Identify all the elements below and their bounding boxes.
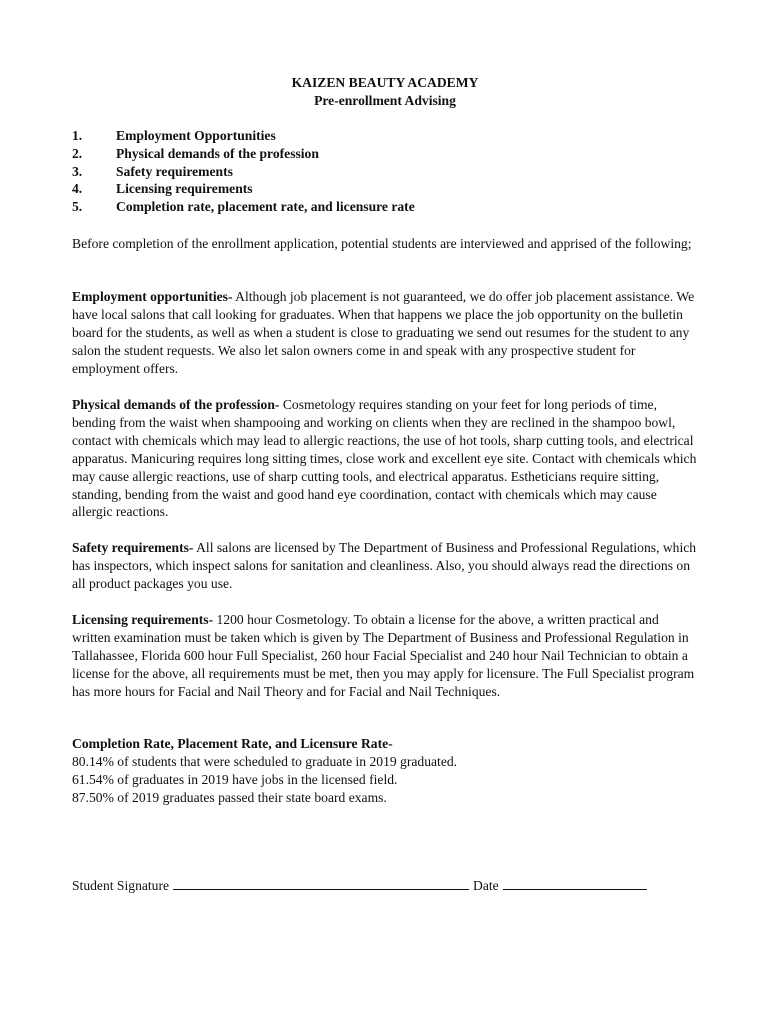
topic-label: Physical demands of the profession xyxy=(116,145,319,161)
topics-list xyxy=(72,127,415,216)
signature-label: Student Signature xyxy=(72,878,170,893)
topic-label: Employment Opportunities xyxy=(116,128,276,143)
safety-section xyxy=(72,539,700,593)
signature-block xyxy=(72,877,700,895)
topic-label: Safety requirements xyxy=(116,163,233,179)
topic-label: Licensing requirements xyxy=(116,181,253,197)
completion-section xyxy=(72,735,700,807)
document-subtitle: Pre-enrollment Advising xyxy=(314,93,456,108)
completion-stat: 80.14% of students that were scheduled to graduate in 2019 graduated. xyxy=(72,753,458,769)
physical-demands-heading: Physical demands of the profession- xyxy=(72,397,280,412)
topic-label: Completion rate, placement rate, and licensure rate xyxy=(116,199,415,215)
licensure-stat: 87.50% of 2019 graduates passed their state board exams. xyxy=(72,789,387,805)
topic-number: 3. xyxy=(72,163,83,179)
placement-stat: 61.54% of graduates in 2019 have jobs in the licensed field. xyxy=(72,771,398,787)
academy-title: KAIZEN BEAUTY ACADEMY xyxy=(291,75,479,90)
licensing-heading: Licensing requirements- xyxy=(72,612,214,627)
topic-number: 1. xyxy=(72,128,83,143)
document-header xyxy=(0,74,770,110)
topic-item xyxy=(72,163,415,181)
date-label: Date xyxy=(473,878,499,893)
topic-item xyxy=(72,180,415,198)
topic-number: 2. xyxy=(72,145,83,161)
topic-item xyxy=(72,127,415,145)
intro-paragraph: Before completion of the enrollment application, potential students are interviewed and apprised of the following; xyxy=(72,236,692,251)
topic-number: 5. xyxy=(72,199,83,215)
physical-demands-section xyxy=(72,396,700,521)
physical-demands-body: Cosmetology requires standing on your feet for long periods of time, bending from the waist when shampooing and working on clients when they are reclined in the shampoo bowl, contact with chemicals which may lead to allergic reactions, the use of hot tools, sharp cutting tools, and electrical apparatus. Manicuring requires long sitting times, close work and excellent eye site. Contact with chemicals which may cause allergic reactions, use of sharp cutting tools, and electrical apparatus. Estheticians require sitting, standing, bending from the waist and good hand eye coordination, contact with chemicals which may cause allergic reactions. xyxy=(72,397,697,520)
licensing-section xyxy=(72,611,700,701)
safety-body: All salons are licensed by The Department of Business and Professional Regulations, which has inspectors, which inspect salons for sanitation and cleanliness. Also, you should always read the directions on all product packages you use. xyxy=(72,540,697,591)
safety-heading: Safety requirements- xyxy=(72,540,194,555)
completion-heading: Completion Rate, Placement Rate, and Licensure Rate- xyxy=(72,736,393,751)
signature-line[interactable] xyxy=(173,877,469,890)
licensing-body: 1200 hour Cosmetology. To obtain a license for the above, a written practical and written examination must be taken which is given by The Department of Business and Professional Regulation in Tallahassee, Florida 600 hour Full Specialist, 260 hour Facial Specialist and 240 hour Nail Technician to obtain a license for the above, all requirements must be met, then you may apply for licensure. The Full Specialist program has more hours for Facial and Nail Theory and for Facial and Nail Techniques. xyxy=(72,612,695,699)
employment-heading: Employment opportunities- xyxy=(72,289,233,304)
topic-number: 4. xyxy=(72,181,83,197)
employment-section xyxy=(72,288,700,378)
topic-item xyxy=(72,145,415,163)
employment-body: Although job placement is not guaranteed, we do offer job placement assistance. We have local salons that call looking for graduates. When that happens we place the job opportunity on the bulletin board for the students, as well as when a student is close to graduating we send out resumes for the student to any salon the student requests. We also let salon owners come in and speak with any prospective student for employment offers. xyxy=(72,289,695,376)
date-line[interactable] xyxy=(503,877,647,890)
topic-item xyxy=(72,198,415,216)
